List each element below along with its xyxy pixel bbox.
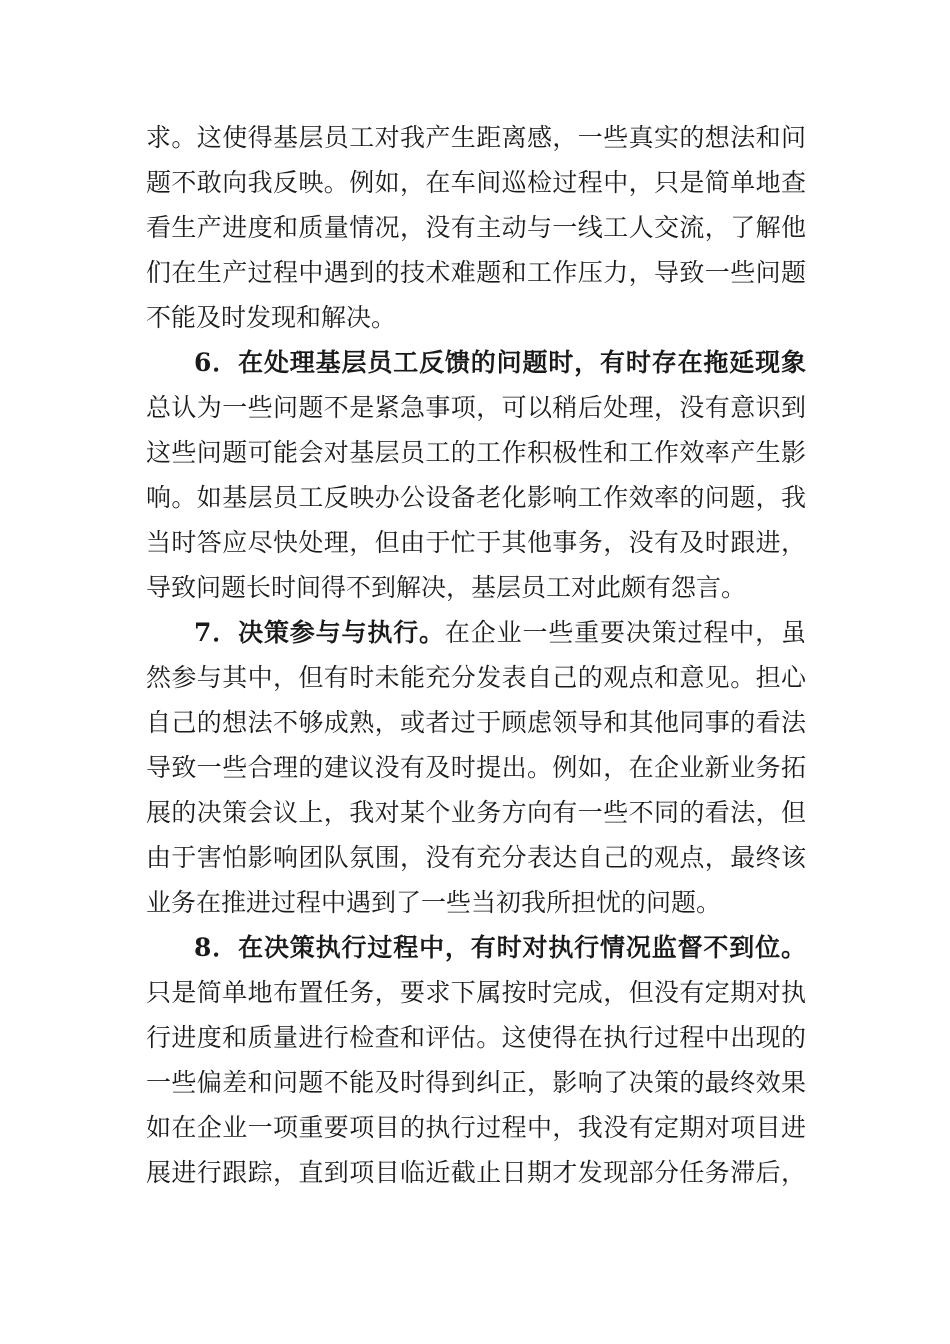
section-heading-8: 8．在决策执行过程中，有时对执行情况监督不到位。 — [194, 933, 806, 962]
paragraph-line: 看生产进度和质量情况，没有主动与一线工人交流，了解他 — [146, 213, 806, 242]
section-heading-6: 6．在处理基层员工反馈的问题时，有时存在拖延现象 — [194, 348, 806, 377]
paragraph-line: 展的决策会议上，我对某个业务方向有一些不同的看法，但 — [146, 798, 806, 827]
paragraph-line: 一些偏差和问题不能及时得到纠正，影响了决策的最终效果 — [146, 1068, 806, 1097]
paragraph-line: 自己的想法不够成熟，或者过于顾虑领导和其他同事的看法 — [146, 708, 806, 737]
paragraph-line: 行进度和质量进行检查和评估。这使得在执行过程中出现的 — [146, 1023, 806, 1052]
paragraph-line: 导致问题长时间得不到解决，基层员工对此颇有怨言。 — [146, 573, 747, 602]
section-heading-7-lead: 7．决策参与与执行。 — [194, 618, 445, 647]
paragraph-line: 求。这使得基层员工对我产生距离感，一些真实的想法和问 — [146, 123, 806, 152]
section-heading-7 — [194, 611, 806, 655]
paragraph-line: 导致一些合理的建议没有及时提出。例如，在企业新业务拓 — [146, 753, 806, 782]
paragraph-line: 然参与其中，但有时未能充分发表自己的观点和意见。担心 — [146, 663, 806, 692]
paragraph-line: 不能及时发现和解决。 — [146, 303, 397, 332]
paragraph-line: 业务在推进过程中遇到了一些当初我所担忧的问题。 — [146, 888, 722, 917]
paragraph-line: 总认为一些问题不是紧急事项，可以稍后处理，没有意识到 — [146, 393, 806, 422]
paragraph-line: 题不敢向我反映。例如，在车间巡检过程中，只是简单地查 — [146, 168, 806, 197]
section-heading-7-text: 在企业一些重要决策过程中，虽 — [444, 618, 806, 647]
paragraph-line: 由于害怕影响团队氛围，没有充分表达自己的观点，最终该 — [146, 843, 806, 872]
paragraph-line: 只是简单地布置任务，要求下属按时完成，但没有定期对执 — [146, 978, 806, 1007]
paragraph-line: 展进行跟踪，直到项目临近截止日期才发现部分任务滞后， — [146, 1158, 806, 1187]
paragraph-line: 响。如基层员工反映办公设备老化影响工作效率的问题，我 — [146, 483, 806, 512]
paragraph-line: 这些问题可能会对基层员工的工作积极性和工作效率产生影 — [146, 438, 806, 467]
paragraph-line: 当时答应尽快处理，但由于忙于其他事务，没有及时跟进， — [146, 528, 806, 557]
paragraph-line: 们在生产过程中遇到的技术难题和工作压力，导致一些问题 — [146, 258, 806, 287]
paragraph-line: 如在企业一项重要项目的执行过程中，我没有定期对项目进 — [146, 1113, 806, 1142]
